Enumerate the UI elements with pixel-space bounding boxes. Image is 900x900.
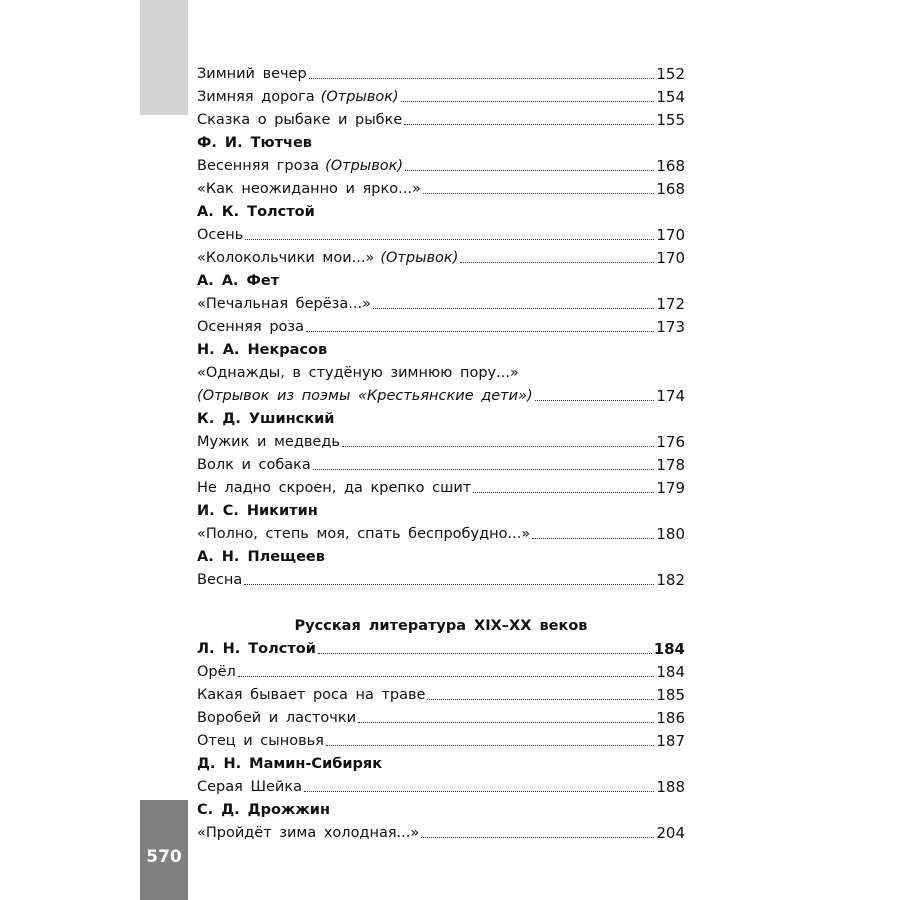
- entry-title: Серая Шейка: [197, 779, 302, 795]
- page-ref: 170: [656, 249, 685, 267]
- entry-title: «Однажды, в студёную зимнюю пору...»: [197, 365, 519, 381]
- dot-leader: [318, 652, 652, 654]
- dot-leader: [535, 399, 655, 401]
- page-tab-top: [140, 0, 188, 115]
- page-ref: 168: [656, 157, 685, 175]
- entry-title: Орёл: [197, 664, 236, 680]
- page-ref: 178: [656, 456, 685, 474]
- dot-leader: [306, 330, 654, 332]
- entry-note: (Отрывок): [325, 158, 404, 174]
- page-ref: 184: [656, 663, 685, 681]
- dot-leader: [532, 537, 654, 539]
- section-heading-text: Русская литература XIX–XX веков: [294, 618, 588, 634]
- page-ref: 180: [656, 525, 685, 543]
- dot-leader: [342, 445, 654, 447]
- dot-leader: [313, 468, 655, 470]
- author-name: Ф. И. Тютчев: [197, 135, 312, 151]
- toc-author: [197, 199, 685, 222]
- entry-title: «Как неожиданно и ярко...»: [197, 181, 421, 197]
- page-ref: 186: [656, 709, 685, 727]
- toc-entry: [197, 820, 685, 843]
- dot-leader: [473, 491, 654, 493]
- entry-title: Осень: [197, 227, 244, 243]
- toc-entry: [197, 245, 685, 268]
- dot-leader: [401, 100, 655, 102]
- toc-entry: [197, 521, 685, 544]
- author-name: С. Д. Дрожжин: [197, 802, 330, 818]
- entry-title: «Колокольчики мои...»: [197, 250, 375, 266]
- page-ref: 174: [656, 387, 685, 405]
- page-ref: 188: [656, 778, 685, 796]
- entry-title: Мужик и медведь: [197, 434, 340, 450]
- page-number: 570: [146, 847, 182, 867]
- table-of-contents: [197, 61, 685, 843]
- toc-entry: [197, 774, 685, 797]
- page-ref: 152: [656, 65, 685, 83]
- toc-author: [197, 751, 685, 774]
- entry-title: Весна: [197, 572, 243, 588]
- author-name: А. А. Фет: [197, 273, 280, 289]
- toc-entry: [197, 153, 685, 176]
- dot-leader: [245, 238, 654, 240]
- dot-leader: [304, 790, 654, 792]
- entry-title: «Полно, степь моя, спать беспробудно...»: [197, 526, 531, 542]
- dot-leader: [238, 675, 655, 677]
- dot-leader: [373, 307, 654, 309]
- dot-leader: [326, 744, 654, 746]
- toc-entry: [197, 567, 685, 590]
- toc-author: [197, 337, 685, 360]
- dot-leader: [460, 261, 654, 263]
- toc-entry: [197, 107, 685, 130]
- section-heading: [197, 613, 685, 636]
- toc-entry: [197, 176, 685, 199]
- page-ref: 168: [656, 180, 685, 198]
- entry-note: (Отрывок): [320, 89, 399, 105]
- toc-author: [197, 406, 685, 429]
- page-ref: 179: [656, 479, 685, 497]
- page-ref: 184: [653, 640, 685, 658]
- entry-title: Весенняя гроза: [197, 158, 320, 174]
- author-name: А. Н. Плещеев: [197, 549, 325, 565]
- toc-entry: [197, 728, 685, 751]
- toc-author: [197, 797, 685, 820]
- dot-leader: [427, 698, 654, 700]
- author-name: Д. Н. Мамин-Сибиряк: [197, 756, 383, 772]
- toc-entry: [197, 452, 685, 475]
- dot-leader: [309, 77, 655, 79]
- toc-entry: [197, 61, 685, 84]
- page-ref: 176: [656, 433, 685, 451]
- toc-entry: [197, 475, 685, 498]
- toc-entry: [197, 291, 685, 314]
- entry-title: Осенняя роза: [197, 319, 304, 335]
- dot-leader: [244, 583, 654, 585]
- entry-title: «Печальная берёза...»: [197, 296, 371, 312]
- toc-author: [197, 268, 685, 291]
- toc-entry: [197, 429, 685, 452]
- toc-entry: [197, 659, 685, 682]
- toc-entry: [197, 705, 685, 728]
- toc-author-entry: [197, 636, 685, 659]
- page-ref: 204: [656, 824, 685, 842]
- toc-entry: [197, 84, 685, 107]
- dot-leader: [358, 721, 654, 723]
- entry-title: Какая бывает роса на траве: [197, 687, 426, 703]
- page-ref: 154: [656, 88, 685, 106]
- dot-leader: [404, 123, 654, 125]
- author-name: А. К. Толстой: [197, 204, 315, 220]
- page-ref: 170: [656, 226, 685, 244]
- author-name: И. С. Никитин: [197, 503, 318, 519]
- page-ref: 172: [656, 295, 685, 313]
- toc-entry: [197, 314, 685, 337]
- entry-title: Зимний вечер: [197, 66, 307, 82]
- entry-title: «Пройдёт зима холодная...»: [197, 825, 420, 841]
- toc-entry-line: [197, 360, 685, 383]
- dot-leader: [405, 169, 654, 171]
- toc-entry: [197, 383, 685, 406]
- author-name: Л. Н. Толстой: [197, 641, 316, 657]
- entry-note: (Отрывок из поэмы «Крестьянские дети»): [197, 388, 533, 404]
- page-ref: 182: [656, 571, 685, 589]
- entry-title: Воробей и ласточки: [197, 710, 357, 726]
- author-name: Н. А. Некрасов: [197, 342, 328, 358]
- toc-entry: [197, 222, 685, 245]
- entry-title: Не ладно скроен, да крепко сшит: [197, 480, 472, 496]
- page-ref: 155: [656, 111, 685, 129]
- author-name: К. Д. Ушинский: [197, 411, 335, 427]
- page-ref: 185: [656, 686, 685, 704]
- entry-title: Волк и собака: [197, 457, 311, 473]
- page-ref: 187: [656, 732, 685, 750]
- page-ref: 173: [656, 318, 685, 336]
- entry-title: Сказка о рыбаке и рыбке: [197, 112, 403, 128]
- toc-spacer: [197, 590, 685, 613]
- toc-author: [197, 544, 685, 567]
- dot-leader: [421, 836, 654, 838]
- entry-note: (Отрывок): [380, 250, 459, 266]
- toc-entry: [197, 682, 685, 705]
- toc-author: [197, 498, 685, 521]
- toc-author: [197, 130, 685, 153]
- dot-leader: [423, 192, 655, 194]
- entry-title: Отец и сыновья: [197, 733, 324, 749]
- entry-title: Зимняя дорога: [197, 89, 315, 105]
